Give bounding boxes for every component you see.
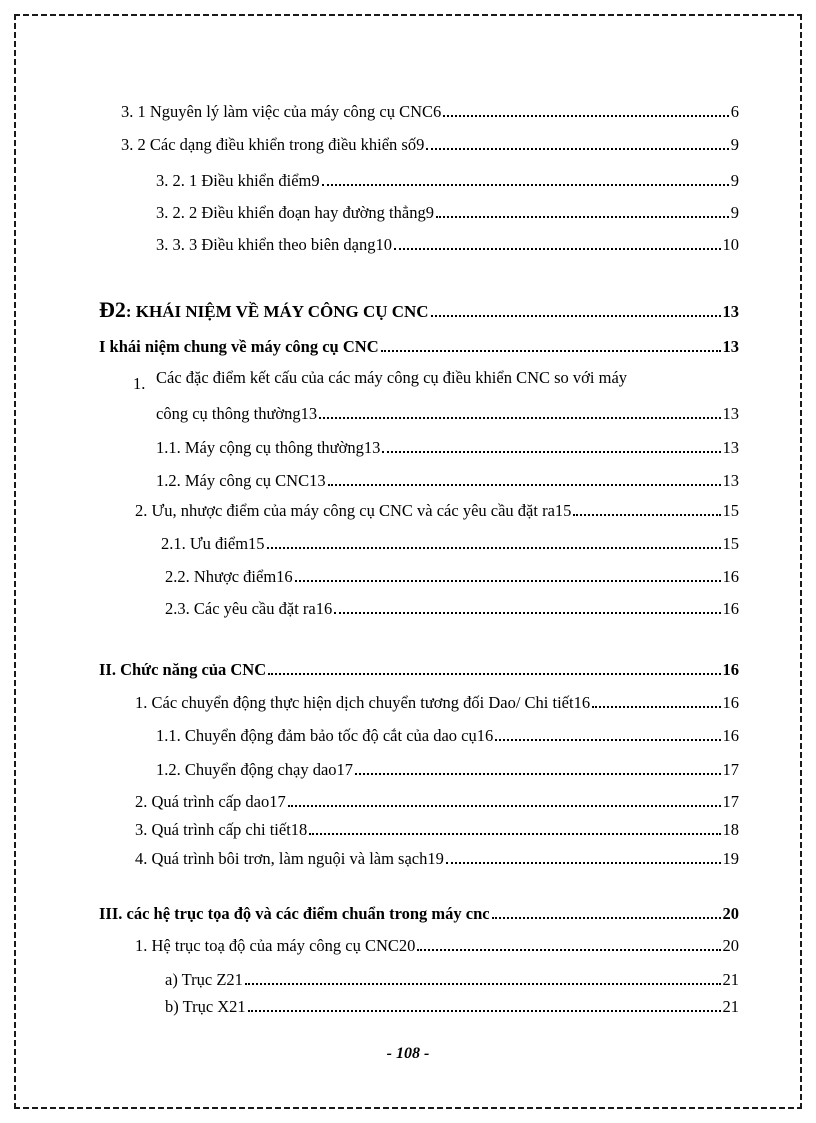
toc-entry-title: 2. Quá trình cấp dao17 <box>135 792 286 811</box>
toc-section-entry[interactable] <box>99 333 739 357</box>
toc-entry-page: 16 <box>722 726 739 745</box>
toc-entry[interactable] <box>165 595 739 619</box>
toc-entry-title-line1: Các đặc điểm kết cấu của các máy công cụ điều khiển CNC so với máy <box>156 368 628 387</box>
toc-entry-page: 20 <box>722 936 739 955</box>
toc-entry[interactable] <box>165 563 739 587</box>
chapter-title: : KHÁI NIỆM VỀ MÁY CÔNG CỤ CNC <box>125 302 429 321</box>
toc-entry-title: a) Trục Z21 <box>165 970 243 989</box>
toc-entry-page: 20 <box>722 904 739 923</box>
toc-leader <box>436 216 729 218</box>
toc-leader <box>309 833 720 835</box>
toc-leader <box>382 451 720 453</box>
toc-leader <box>245 983 721 985</box>
toc-entry[interactable] <box>156 722 739 746</box>
toc-entry-title: II. Chức năng của CNC <box>99 660 267 679</box>
page-border-left <box>14 14 16 1109</box>
toc-entry[interactable] <box>156 400 739 424</box>
toc-entry-title: 3. 1 Nguyên lý làm việc của máy công cụ CNC6 <box>121 102 442 121</box>
toc-leader <box>446 862 721 864</box>
toc-entry-page: 18 <box>722 820 739 839</box>
toc-entry-page: 13 <box>722 471 739 490</box>
toc-entry-title: 1. Hệ trục toạ độ của máy công cụ CNC20 <box>135 936 416 955</box>
toc-leader <box>248 1010 721 1012</box>
toc-entry-page: 17 <box>722 760 739 779</box>
toc-entry-page: 13 <box>722 337 739 356</box>
toc-leader <box>443 115 728 117</box>
toc-entry[interactable] <box>156 756 739 780</box>
toc-leader <box>426 148 728 150</box>
toc-leader <box>492 917 721 919</box>
toc-entry[interactable] <box>165 993 739 1017</box>
chapter-prefix: Đ2 <box>99 297 126 322</box>
toc-entry[interactable] <box>156 167 739 191</box>
toc-entry[interactable] <box>165 966 739 990</box>
toc-leader <box>417 949 720 951</box>
toc-entry-page: 16 <box>722 567 739 586</box>
toc-entry-page: 13 <box>722 404 739 423</box>
toc-leader <box>328 484 721 486</box>
toc-entry-title: 1.1. Máy cộng cụ thông thường13 <box>156 438 381 457</box>
toc-entry-title: 1.2. Máy công cụ CNC13 <box>156 471 326 490</box>
toc-entry-title: III. các hệ trục tọa độ và các điểm chuẩn trong máy cnc <box>99 904 490 923</box>
toc-entry-page: 19 <box>722 849 739 868</box>
toc-entry-page: 16 <box>722 660 739 679</box>
toc-leader <box>267 547 721 549</box>
toc-entry[interactable] <box>121 131 739 155</box>
toc-entry-page: 9 <box>730 171 739 190</box>
toc-chapter-entry[interactable] <box>99 296 739 322</box>
toc-section-entry[interactable] <box>99 656 739 680</box>
toc-entry-page: 9 <box>730 135 739 154</box>
toc-entry-title: 3. Quá trình cấp chi tiết18 <box>135 820 308 839</box>
page-border-top <box>14 14 802 16</box>
toc-entry-page: 21 <box>722 970 739 989</box>
toc-entry-title: 2.2. Nhược điểm16 <box>165 567 293 586</box>
toc-entry-page: 13 <box>722 438 739 457</box>
toc-leader <box>288 805 721 807</box>
toc-leader <box>334 612 720 614</box>
toc-entry-page: 16 <box>722 693 739 712</box>
toc-entry[interactable] <box>135 689 739 713</box>
toc-entry[interactable] <box>121 98 739 122</box>
toc-entry-title: 1. Các chuyển động thực hiện dịch chuyển tương đối Dao/ Chi tiết16 <box>135 693 591 712</box>
toc-entry[interactable] <box>156 467 739 491</box>
toc-entry-title: I khái niệm chung về máy công cụ CNC <box>99 337 379 356</box>
toc-entry-title <box>99 297 429 322</box>
toc-entry-title: 1.1. Chuyển động đảm bảo tốc độ cắt của dao cụ16 <box>156 726 494 745</box>
toc-entry-title: 3. 2 Các dạng điều khiển trong điều khiển số9 <box>121 135 425 154</box>
toc-entry-page: 6 <box>730 102 739 121</box>
toc-entry-title: 1.2. Chuyển động chạy dao17 <box>156 760 354 779</box>
toc-entry-title: 3. 2. 1 Điều khiển điểm9 <box>156 171 320 190</box>
toc-entry-page: 13 <box>722 302 739 321</box>
toc-entry[interactable] <box>135 497 739 521</box>
toc-entry-page: 15 <box>722 534 739 553</box>
toc-entry-page: 9 <box>730 203 739 222</box>
toc-entry-page: 15 <box>722 501 739 520</box>
toc-section-entry[interactable] <box>99 900 739 924</box>
toc-leader <box>268 673 720 675</box>
toc-leader <box>573 514 720 516</box>
toc-entry-title: công cụ thông thường13 <box>156 404 318 423</box>
toc-entry[interactable] <box>156 199 739 223</box>
page-border-right <box>800 14 802 1109</box>
toc-entry[interactable] <box>135 845 739 869</box>
toc-entry[interactable] <box>161 530 739 554</box>
toc-entry[interactable] <box>135 932 739 956</box>
toc-entry[interactable] <box>135 816 739 840</box>
toc-entry-page: 21 <box>722 997 739 1016</box>
toc-entry-number: 1. <box>133 374 146 393</box>
toc-leader <box>495 739 720 741</box>
toc-leader <box>355 773 720 775</box>
toc-entry-title: 3. 2. 2 Điều khiển đoạn hay đường thẳng9 <box>156 203 434 222</box>
toc-entry-title: 2.1. Ưu điểm15 <box>161 534 265 553</box>
page-border-bottom <box>14 1107 802 1109</box>
toc-entry-page: 10 <box>722 235 739 254</box>
toc-leader <box>319 417 720 419</box>
toc-entry-title: 4. Quá trình bôi trơn, làm nguội và làm sạch19 <box>135 849 444 868</box>
toc-entry-page: 16 <box>722 599 739 618</box>
toc-entry-page: 17 <box>722 792 739 811</box>
toc-entry-title: b) Trục X21 <box>165 997 246 1016</box>
toc-entry[interactable] <box>135 788 739 812</box>
toc-entry-title: 2. Ưu, nhược điểm của máy công cụ CNC và các yêu cầu đặt ra15 <box>135 501 572 520</box>
toc-leader <box>394 248 721 250</box>
toc-leader <box>295 580 721 582</box>
toc-entry[interactable] <box>156 231 739 255</box>
toc-leader <box>592 706 720 708</box>
toc-entry-title: 3. 3. 3 Điều khiển theo biên dạng10 <box>156 235 392 254</box>
page-number-footer: - 108 - <box>386 1045 430 1062</box>
toc-entry-title: 2.3. Các yêu cầu đặt ra16 <box>165 599 333 618</box>
toc-leader <box>322 184 729 186</box>
toc-entry[interactable] <box>156 434 739 458</box>
toc-leader <box>381 350 721 352</box>
toc-leader <box>431 315 721 317</box>
